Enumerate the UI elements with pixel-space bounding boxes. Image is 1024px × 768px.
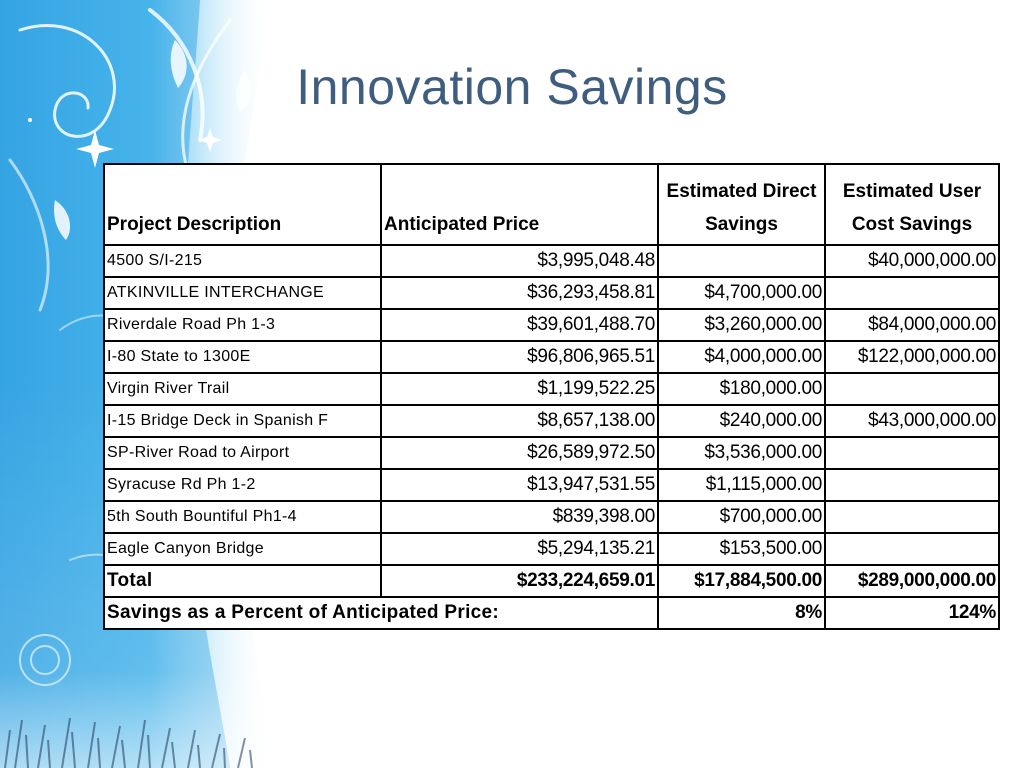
table-row	[104, 277, 999, 309]
price-cell: $839,398.00	[381, 501, 658, 533]
percent-user-savings: 124%	[825, 597, 999, 629]
user-savings-cell	[825, 533, 999, 565]
direct-savings-cell: $4,700,000.00	[658, 277, 825, 309]
percent-row	[104, 597, 999, 629]
project-cell: Eagle Canyon Bridge	[104, 533, 381, 565]
direct-savings-cell: $153,500.00	[658, 533, 825, 565]
project-cell: I-80 State to 1300E	[104, 341, 381, 373]
project-cell: I-15 Bridge Deck in Spanish F	[104, 405, 381, 437]
header-estimated-user-cost-savings	[825, 164, 999, 245]
header-project-description: Project Description	[104, 164, 381, 245]
header-estimated-direct-savings	[658, 164, 825, 245]
user-savings-cell	[825, 437, 999, 469]
price-cell: $3,995,048.48	[381, 245, 658, 277]
price-cell: $39,601,488.70	[381, 309, 658, 341]
total-direct-savings: $17,884,500.00	[658, 565, 825, 597]
project-cell: Virgin River Trail	[104, 373, 381, 405]
project-cell: 4500 S/I-215	[104, 245, 381, 277]
user-savings-cell	[825, 373, 999, 405]
price-cell: $96,806,965.51	[381, 341, 658, 373]
header-direct-line2: Savings	[705, 214, 778, 235]
table-row	[104, 533, 999, 565]
project-cell: Syracuse Rd Ph 1-2	[104, 469, 381, 501]
table-row	[104, 405, 999, 437]
user-savings-cell: $84,000,000.00	[825, 309, 999, 341]
direct-savings-cell: $240,000.00	[658, 405, 825, 437]
direct-savings-cell: $1,115,000.00	[658, 469, 825, 501]
table-row	[104, 309, 999, 341]
project-cell: ATKINVILLE INTERCHANGE	[104, 277, 381, 309]
price-cell: $13,947,531.55	[381, 469, 658, 501]
percent-label: Savings as a Percent of Anticipated Price:	[104, 597, 658, 629]
slide-title: Innovation Savings	[296, 59, 728, 115]
table-row	[104, 373, 999, 405]
savings-table	[103, 163, 1000, 630]
table-row	[104, 341, 999, 373]
table-row	[104, 437, 999, 469]
direct-savings-cell: $3,536,000.00	[658, 437, 825, 469]
total-row	[104, 565, 999, 597]
header-user-line1: Estimated User	[842, 181, 982, 202]
direct-savings-cell: $4,000,000.00	[658, 341, 825, 373]
header-anticipated-price: Anticipated Price	[381, 164, 658, 245]
price-cell: $1,199,522.25	[381, 373, 658, 405]
table-row	[104, 469, 999, 501]
project-cell: SP-River Road to Airport	[104, 437, 381, 469]
price-cell: $5,294,135.21	[381, 533, 658, 565]
total-user-savings: $289,000,000.00	[825, 565, 999, 597]
table-row	[104, 245, 999, 277]
user-savings-cell: $122,000,000.00	[825, 341, 999, 373]
table-header-row	[104, 164, 999, 245]
header-user-line2: Cost Savings	[851, 214, 973, 235]
project-cell: Riverdale Road Ph 1-3	[104, 309, 381, 341]
price-cell: $26,589,972.50	[381, 437, 658, 469]
user-savings-cell: $40,000,000.00	[825, 245, 999, 277]
user-savings-cell	[825, 501, 999, 533]
total-price: $233,224,659.01	[381, 565, 658, 597]
savings-table-container	[103, 163, 998, 630]
direct-savings-cell: $700,000.00	[658, 501, 825, 533]
direct-savings-cell: $180,000.00	[658, 373, 825, 405]
price-cell: $36,293,458.81	[381, 277, 658, 309]
direct-savings-cell	[658, 245, 825, 277]
total-label: Total	[104, 565, 381, 597]
user-savings-cell: $43,000,000.00	[825, 405, 999, 437]
price-cell: $8,657,138.00	[381, 405, 658, 437]
percent-direct-savings: 8%	[658, 597, 825, 629]
project-cell: 5th South Bountiful Ph1-4	[104, 501, 381, 533]
user-savings-cell	[825, 277, 999, 309]
table-row	[104, 501, 999, 533]
direct-savings-cell: $3,260,000.00	[658, 309, 825, 341]
header-direct-line1: Estimated Direct	[666, 181, 817, 202]
user-savings-cell	[825, 469, 999, 501]
